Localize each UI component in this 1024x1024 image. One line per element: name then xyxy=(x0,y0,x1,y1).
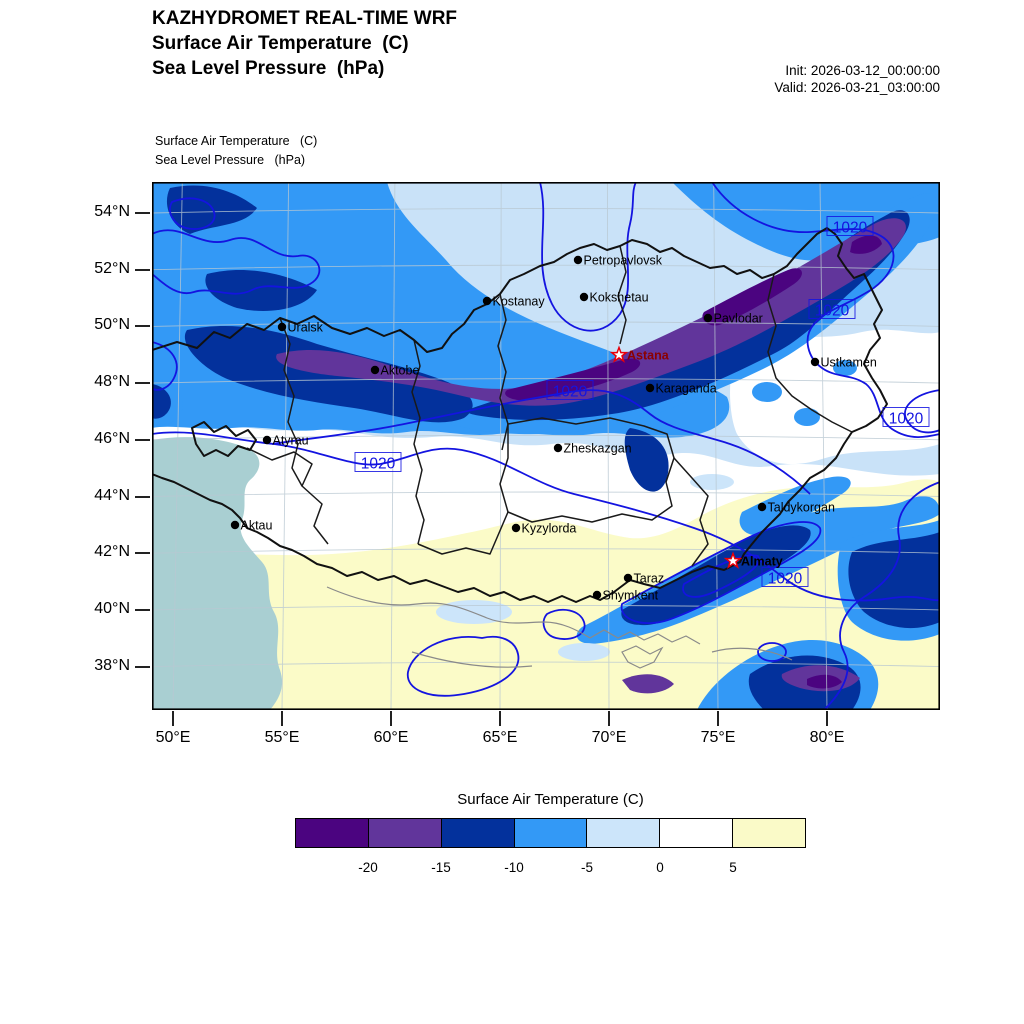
lon-tick-label: 70°E xyxy=(591,729,627,746)
lat-tick-label: 46°N xyxy=(94,429,130,447)
lon-tick-mark xyxy=(717,711,719,726)
legend-swatch xyxy=(587,819,660,847)
lat-tick-label: 54°N xyxy=(94,203,130,220)
lon-tick-mark xyxy=(608,711,610,726)
lon-tick-label: 75°E xyxy=(700,729,736,746)
lat-tick-label: 44°N xyxy=(94,486,130,504)
legend-swatch xyxy=(369,819,442,847)
city-label: Ustkamen xyxy=(820,355,877,370)
pressure-label xyxy=(883,408,929,428)
city xyxy=(574,254,663,268)
city-dot-icon xyxy=(231,521,239,529)
pressure-label-text: 1020 xyxy=(814,302,850,320)
lat-tick-mark xyxy=(135,496,150,498)
legend-tick-label: 5 xyxy=(729,860,737,875)
legend-tick-label: -10 xyxy=(504,860,524,875)
city xyxy=(554,442,632,456)
city-dot-icon xyxy=(704,314,712,322)
map-subtitle-2: Sea Level Pressure (hPa) xyxy=(155,153,306,167)
pressure-label xyxy=(809,300,855,320)
legend-tick-label: -20 xyxy=(358,860,378,875)
city-dot-icon xyxy=(758,503,766,511)
city-label: Uralsk xyxy=(287,320,323,335)
city xyxy=(811,356,877,370)
lon-tick-label: 50°E xyxy=(155,729,191,746)
city-dot-icon xyxy=(811,358,819,366)
pressure-label-text: 1020 xyxy=(360,455,396,473)
city-label: Petropavlovsk xyxy=(583,253,663,268)
lon-tick-mark xyxy=(499,711,501,726)
lat-tick-label: 40°N xyxy=(94,599,130,617)
lat-tick-mark xyxy=(135,325,150,327)
init-time: Init: 2026-03-12_00:00:00 xyxy=(785,63,940,78)
city-dot-icon xyxy=(624,574,632,582)
legend-swatch xyxy=(660,819,733,847)
city-dot-icon xyxy=(278,323,286,331)
city-dot-icon xyxy=(263,436,271,444)
lat-tick-label: 48°N xyxy=(94,373,130,391)
city-dot-icon xyxy=(554,444,562,452)
city-dot-icon xyxy=(483,297,491,305)
city-dot-icon xyxy=(574,256,582,264)
legend-tick-label: -5 xyxy=(580,860,593,875)
legend-swatch xyxy=(296,819,369,847)
lon-tick-label: 60°E xyxy=(373,729,409,746)
lat-tick-mark xyxy=(135,269,150,271)
legend-swatch xyxy=(515,819,588,847)
city-label: Atyrau xyxy=(272,433,309,448)
title-variable2: Sea Level Pressure (hPa) xyxy=(152,58,385,79)
city-dot-icon xyxy=(580,293,588,301)
valid-time: Valid: 2026-03-21_03:00:00 xyxy=(774,80,940,95)
city-label: Karaganda xyxy=(655,381,717,396)
lon-tick-mark xyxy=(281,711,283,726)
lon-tick-label: 65°E xyxy=(482,729,518,746)
city xyxy=(580,291,649,305)
lat-tick-label: 38°N xyxy=(94,656,130,674)
lat-tick-label: 50°N xyxy=(94,316,130,334)
pressure-label-text: 1020 xyxy=(888,410,924,428)
legend-title: Surface Air Temperature (C) xyxy=(457,791,644,808)
pressure-label xyxy=(827,217,873,237)
lat-tick-mark xyxy=(135,666,150,668)
pressure-label-text: 1020 xyxy=(832,219,868,237)
pressure-label xyxy=(762,568,808,588)
legend-colorbar xyxy=(295,818,806,848)
city xyxy=(483,295,546,309)
lat-tick-label: 52°N xyxy=(94,259,130,277)
city-label: Shymkent xyxy=(602,588,659,603)
map-subtitle-1: Surface Air Temperature (C) xyxy=(155,134,318,148)
city xyxy=(512,522,577,536)
city-dot-icon xyxy=(371,366,379,374)
city-label: Pavlodar xyxy=(713,311,763,326)
city-label: Taldykorgan xyxy=(767,500,835,515)
legend-tick-label: -15 xyxy=(431,860,451,875)
lat-tick-mark xyxy=(135,212,150,214)
city-label: Aktobe xyxy=(380,363,420,378)
pressure-label xyxy=(547,381,593,401)
legend-tick-label: 0 xyxy=(656,860,664,875)
city xyxy=(704,312,763,326)
city-label: Almaty xyxy=(741,554,783,569)
lon-tick-mark xyxy=(390,711,392,726)
lat-tick-label: 42°N xyxy=(94,543,130,561)
lat-tick-mark xyxy=(135,439,150,441)
city-dot-icon xyxy=(593,591,601,599)
pressure-label-text: 1020 xyxy=(552,383,588,401)
map-canvas xyxy=(152,182,940,710)
lon-tick-label: 80°E xyxy=(809,729,845,746)
city-label: Kokshetau xyxy=(589,290,649,305)
pressure-label-text: 1020 xyxy=(767,570,803,588)
city xyxy=(646,382,717,396)
weather-map-svg xyxy=(152,182,940,710)
city-label: Taraz xyxy=(633,571,665,586)
lon-tick-mark xyxy=(172,711,174,726)
lat-tick-mark xyxy=(135,609,150,611)
city-dot-icon xyxy=(512,524,520,532)
pressure-label xyxy=(355,453,401,473)
city xyxy=(593,589,659,603)
city-label: Kostanay xyxy=(492,294,545,309)
legend-swatch xyxy=(442,819,515,847)
lat-tick-mark xyxy=(135,552,150,554)
city-label: Aktau xyxy=(240,518,273,533)
city-label: Kyzylorda xyxy=(521,521,577,536)
city xyxy=(758,501,835,515)
lat-tick-mark xyxy=(135,382,150,384)
city-label: Astana xyxy=(627,348,669,363)
title-variable: Surface Air Temperature (C) xyxy=(152,33,409,54)
lon-tick-mark xyxy=(826,711,828,726)
legend-swatch xyxy=(733,819,805,847)
lon-tick-label: 55°E xyxy=(264,729,300,746)
city-label: Zheskazgan xyxy=(563,441,632,456)
page-title: KAZHYDROMET REAL-TIME WRF xyxy=(152,8,458,29)
city-dot-icon xyxy=(646,384,654,392)
